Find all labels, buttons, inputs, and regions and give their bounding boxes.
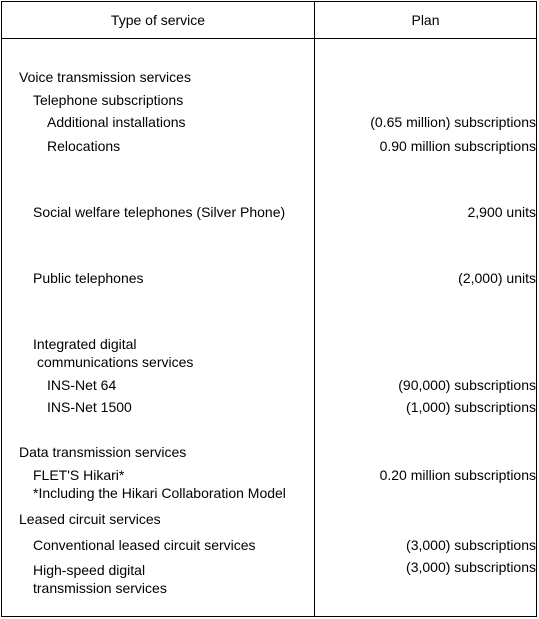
plan-flets-hikari: 0.20 million subscriptions [379,467,536,483]
plan-ins-net-1500: (1,000) subscriptions [406,399,536,415]
service-plan-table [1,1,537,617]
category-leased: Leased circuit services [19,511,161,527]
column-header-type-of-service: Type of service [110,12,206,28]
item-silver-phone: Social welfare telephones (Silver Phone) [33,204,286,220]
item-isdn-line2: communications services [37,354,194,370]
item-conventional-leased: Conventional leased circuit services [33,537,256,553]
item-ins-net-1500: INS-Net 1500 [47,399,132,415]
plan-conventional-leased: (3,000) subscriptions [406,537,536,553]
plan-additional-installations: (0.65 million) subscriptions [370,114,536,130]
column-header-plan: Plan [411,12,440,28]
header-divider [2,38,536,39]
plan-silver-phone: 2,900 units [467,204,536,220]
item-telephone-subscriptions: Telephone subscriptions [33,92,184,108]
category-voice: Voice transmission services [19,69,191,85]
item-ins-net-64: INS-Net 64 [47,377,117,393]
item-high-speed-line1: High-speed digital [33,562,146,578]
item-public-telephones: Public telephones [33,270,144,286]
category-data: Data transmission services [19,444,187,460]
item-flets-note: *Including the Hikari Collaboration Model [33,485,286,501]
plan-high-speed: (3,000) subscriptions [406,559,536,575]
plan-public-telephones: (2,000) units [458,270,536,286]
item-high-speed-line2: transmission services [33,580,167,596]
item-additional-installations: Additional installations [47,114,186,130]
item-flets-hikari: FLET'S Hikari* [33,467,125,483]
item-isdn-line1: Integrated digital [33,336,137,352]
item-relocations: Relocations [47,138,121,154]
plan-relocations: 0.90 million subscriptions [379,138,536,154]
plan-ins-net-64: (90,000) subscriptions [398,377,536,393]
column-divider [314,2,315,616]
